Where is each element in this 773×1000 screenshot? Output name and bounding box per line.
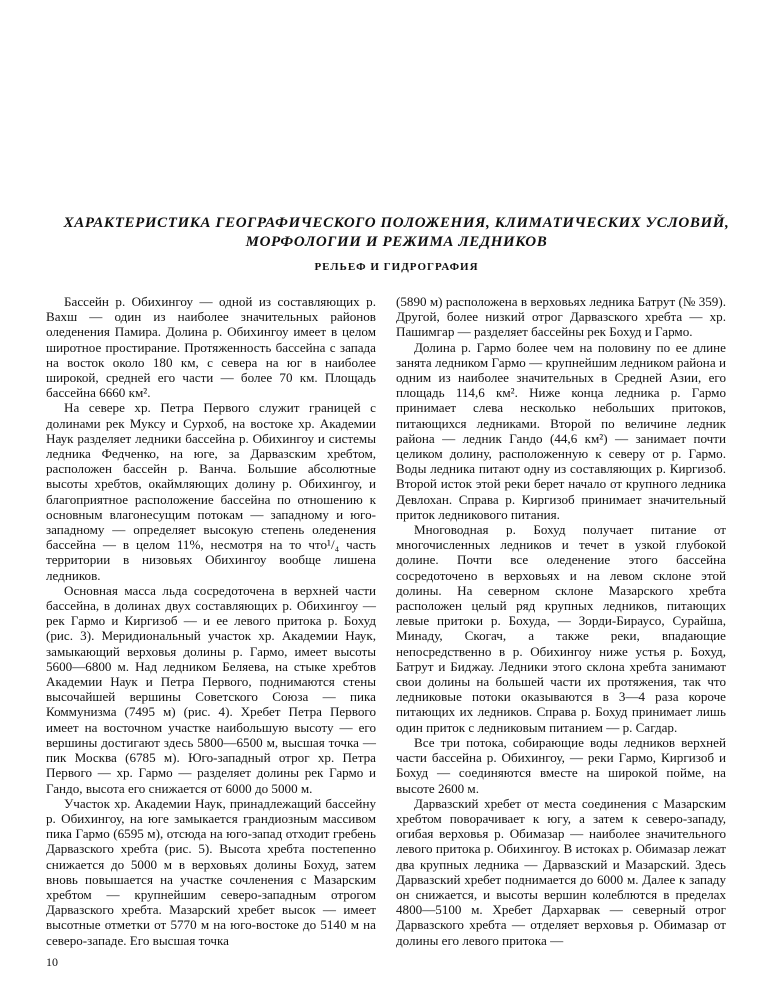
chapter-title — [40, 214, 753, 252]
page-number: 10 — [46, 955, 58, 969]
paragraph: На севере хр. Петра Первого служит границей с долинами рек Муксу и Сурхоб, на востоке хр. Академии Наук разделяет ледники бассейна р. Обихингоу и системы ледника Федченко, на юге, за Дарвазским хребтом, расположен бассейн р. Ванча. Большие абсолютные высоты хребтов, окаймляющих долину р. Обихингоу, и благоприятное расположение бассейна по отношению к основным влагонесущим потокам — западному и юго-западному — определяет высокую степень оледенения бассейна — в целом 11%, несмотря на то что¹/₄ часть территории в низовьях Обихингоу вообще лишена ледников. — [46, 400, 376, 583]
paragraph: Многоводная р. Бохуд получает питание от многочисленных ледников и течет в узкой глубокой долине. Почти все оледенение этого бассейна сосредоточено в верховьях и на левом склоне этой долины. На северном склоне Мазарского хребта расположен целый ряд крупных ледников, питающих левые притоки р. Бохуда, — Зорди-Бираусо, Сурайша, Минаду, Скогач, а также реки, впадающие непосредственно в р. Обихингоу ниже устья р. Бохуд, Батрут и Биджау. Ледники этого склона хребта занимают свои долины на большей части их протяжения, так что ледниковые потоки оказываются в 3—4 раза короче питающих их ледников. Справа р. Бохуд принимает лишь один приток с ледниковым питанием — р. Сагдар. — [396, 522, 726, 735]
chapter-title-line-2: МОРФОЛОГИИ И РЕЖИМА ЛЕДНИКОВ — [245, 234, 548, 250]
left-column — [46, 294, 376, 948]
paragraph: Бассейн р. Обихингоу — одной из составляющих р. Вахш — один из наиболее значительных районов оледенения Памира. Долина р. Обихингоу имеет в целом широтное простирание. Протяженность бассейна с запада на восток около 180 км, с севера на юг в наиболее широкой, средней его части — более 70 км. Площадь бассейна 6660 км². — [46, 294, 376, 401]
right-column — [396, 294, 726, 948]
paragraph-continued: (5890 м) расположена в верховьях ледника Батрут (№ 359). Другой, более низкий отрог Дарвазского хребта — хр. Пашимгар — разделяет бассейны рек Бохуд и Гармо. — [396, 294, 726, 340]
paragraph: Основная масса льда сосредоточена в верхней части бассейна, в долинах двух составляющих р. Обихингоу — рек Гармо и Киргизоб — и ее левого притока р. Бохуд (рис. 3). Меридиональный участок хр. Академии Наук, замыкающий верховья долины р. Гармо, имеет высоты 5600—6800 м. Над ледником Беляева, на стыке хребтов Академии Наук и Петра Первого, поднимаются стены высочайшей вершины Советского Союза — пика Коммунизма (7495 м) (рис. 4). Хребет Петра Первого имеет на восточном участке наибольшую высоту — его вершины достигают здесь 5800—6500 м, высшая точка — пик Москва (6785 м). Юго-западный отрог хр. Петра Первого — хр. Гармо — разделяет долины рек Гармо и Гандо, высота его снижается от 6000 до 5000 м. — [46, 582, 376, 796]
paragraph: Участок хр. Академии Наук, принадлежащий бассейну р. Обихингоу, на юге замыкается грандиозным массивом пика Гармо (6595 м), отсюда на юго-запад отходит гребень Дарвазского хребта (рис. 5). Высота хребта постепенно снижается до 5000 м в верховьях долины Бохуд, затем вновь повышается на участке сочленения с Мазарским хребтом — крупнейшим северо-западным отрогом Дарвазского хребта. Мазарский хребет высок — имеет высотные отметки от 5770 м на юго-востоке до 5140 м на северо-западе. Его высшая точка — [46, 795, 376, 948]
paragraph: Все три потока, собирающие воды ледников верхней части бассейна р. Обихингоу, — реки Гармо, Киргизоб и Бохуд — соединяются вместе на широкой пойме, на высоте 2600 м. — [396, 734, 726, 796]
paragraph: Дарвазский хребет от места соединения с Мазарским хребтом поворачивает к югу, а затем к северо-западу, огибая верховья р. Обимазар — наиболее значительного левого притока р. Обихингоу. В истоках р. Обимазар лежат два крупных ледника — Дарвазский и Мазарский. Здесь Дарвазский хребет поднимается до 6000 м. Далее к западу он снижается, и высоты вершин колеблются в пределах 4800—5100 м. Хребет Дархарвак — северный отрог Дарвазского хребта — отделяет верховья р. Обимазар от долины его левого притока — — [396, 795, 726, 948]
chapter-title-line-1: ХАРАКТЕРИСТИКА ГЕОГРАФИЧЕСКОГО ПОЛОЖЕНИЯ, КЛИМАТИЧЕСКИХ УСЛОВИЙ, — [63, 215, 730, 231]
section-title: РЕЛЬЕФ И ГИДРОГРАФИЯ — [314, 261, 479, 273]
paragraph: Долина р. Гармо более чем на половину по ее длине занята ледником Гармо — крупнейшим ледником района и одним из наиболее значительных в Средней Азии, его площадь 114,6 км². Ниже конца ледника р. Гармо принимает слева несколько небольших притоков, питающихся ледниками. Второй по величине ледник района — ледник Гандо (44,6 км²) — занимает почти целиком долину, расположенную к северу от р. Гармо. Воды ледника питают одну из составляющих р. Киргизоб. Второй исток этой реки берет начало от крупного ледника Девлохан. Справа р. Киргизоб принимает значительный приток ледникового питания. — [396, 339, 726, 522]
